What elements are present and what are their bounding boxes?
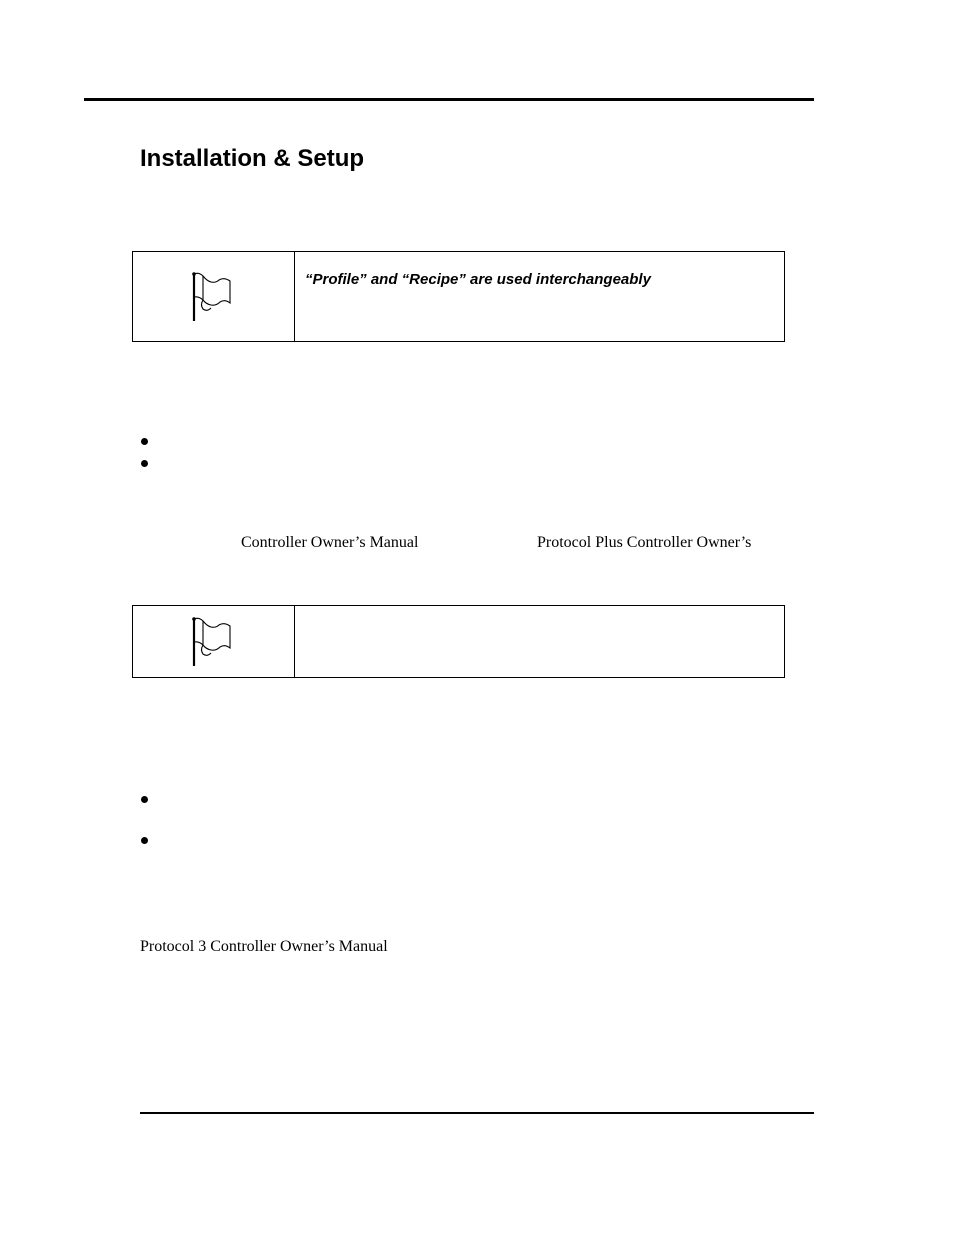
bullet-point — [141, 796, 148, 803]
manual-reference: Protocol Plus Controller Owner’s — [537, 534, 752, 551]
bullet-point — [141, 837, 148, 844]
note-box — [132, 251, 785, 342]
note-icon-cell — [133, 252, 295, 341]
manual-reference: Controller Owner’s Manual — [241, 534, 419, 551]
note-icon-cell — [133, 606, 295, 677]
footer-rule — [140, 1112, 814, 1114]
page-title: Installation & Setup — [140, 145, 365, 172]
note-text: “Profile” and “Recipe” are used interchangeably — [305, 271, 651, 288]
note-text — [295, 606, 784, 677]
manual-reference: Protocol 3 Controller Owner’s Manual — [140, 938, 388, 955]
flag-icon — [191, 616, 233, 668]
flag-icon — [191, 271, 233, 323]
note-box — [132, 605, 785, 678]
header-rule — [84, 98, 814, 101]
bullet-point — [141, 460, 148, 467]
bullet-point — [141, 438, 148, 445]
